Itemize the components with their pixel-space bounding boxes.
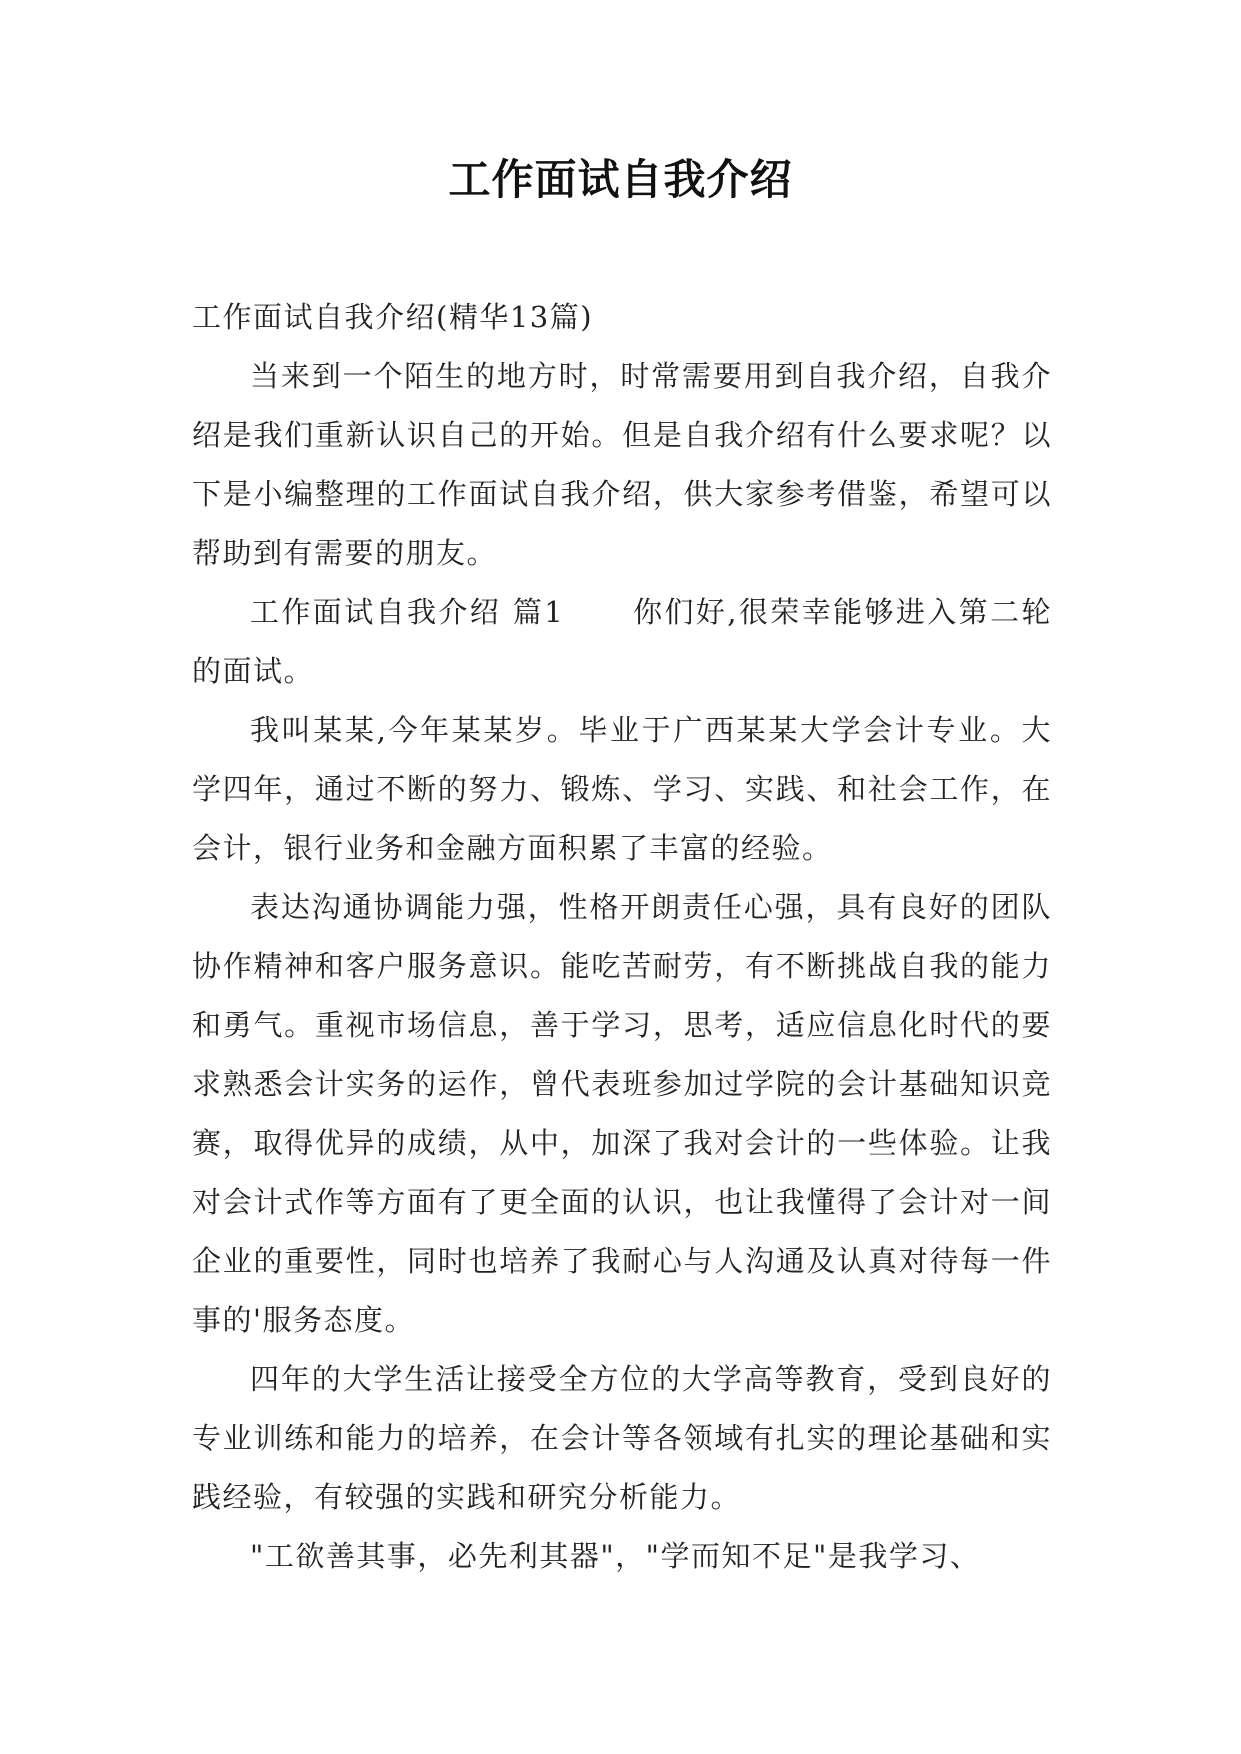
section-heading: 工作面试自我介绍 篇1 bbox=[250, 595, 565, 629]
document-subtitle: 工作面试自我介绍(精华13篇) bbox=[192, 300, 594, 334]
body-paragraph: 我叫某某,今年某某岁。毕业于广西某某大学会计专业。大学四年，通过不断的努力、锻炼、学习、实践、和社会工作，在会计，银行业务和金融方面积累了丰富的经验。 bbox=[192, 713, 1052, 865]
body-paragraph: "工欲善其事，必先利其器"，"学而知不足"是我学习、 bbox=[250, 1539, 981, 1573]
body-paragraph: 四年的大学生活让接受全方位的大学高等教育，受到良好的专业训练和能力的培养，在会计等各领域有扎实的理论基础和实践经验，有较强的实践和研究分析能力。 bbox=[192, 1362, 1052, 1514]
section-opening-paragraph bbox=[192, 583, 1052, 701]
section-lead: 你们好,很荣幸能够进入第二轮的面试。 bbox=[192, 595, 1052, 688]
body-paragraph: 表达沟通协调能力强，性格开朗责任心强，具有良好的团队协作精神和客户服务意识。能吃苦耐劳，有不断挑战自我的能力和勇气。重视市场信息，善于学习，思考，适应信息化时代的要求熟悉会计实务的运作，曾代表班参加过学院的会计基础知识竞赛，取得优异的成绩，从中，加深了我对会计的一些体验。让我对会计式作等方面有了更全面的认识，也让我懂得了会计对一间企业的重要性，同时也培养了我耐心与人沟通及认真对待每一件事的'服务态度。 bbox=[192, 890, 1052, 1337]
document-body bbox=[192, 288, 1052, 1586]
intro-paragraph: 当来到一个陌生的地方时，时常需要用到自我介绍，自我介绍是我们重新认识自己的开始。但是自我介绍有什么要求呢？以下是小编整理的工作面试自我介绍，供大家参考借鉴，希望可以帮助到有需要的朋友。 bbox=[192, 359, 1052, 570]
document-title: 工作面试自我介绍 bbox=[448, 155, 793, 204]
